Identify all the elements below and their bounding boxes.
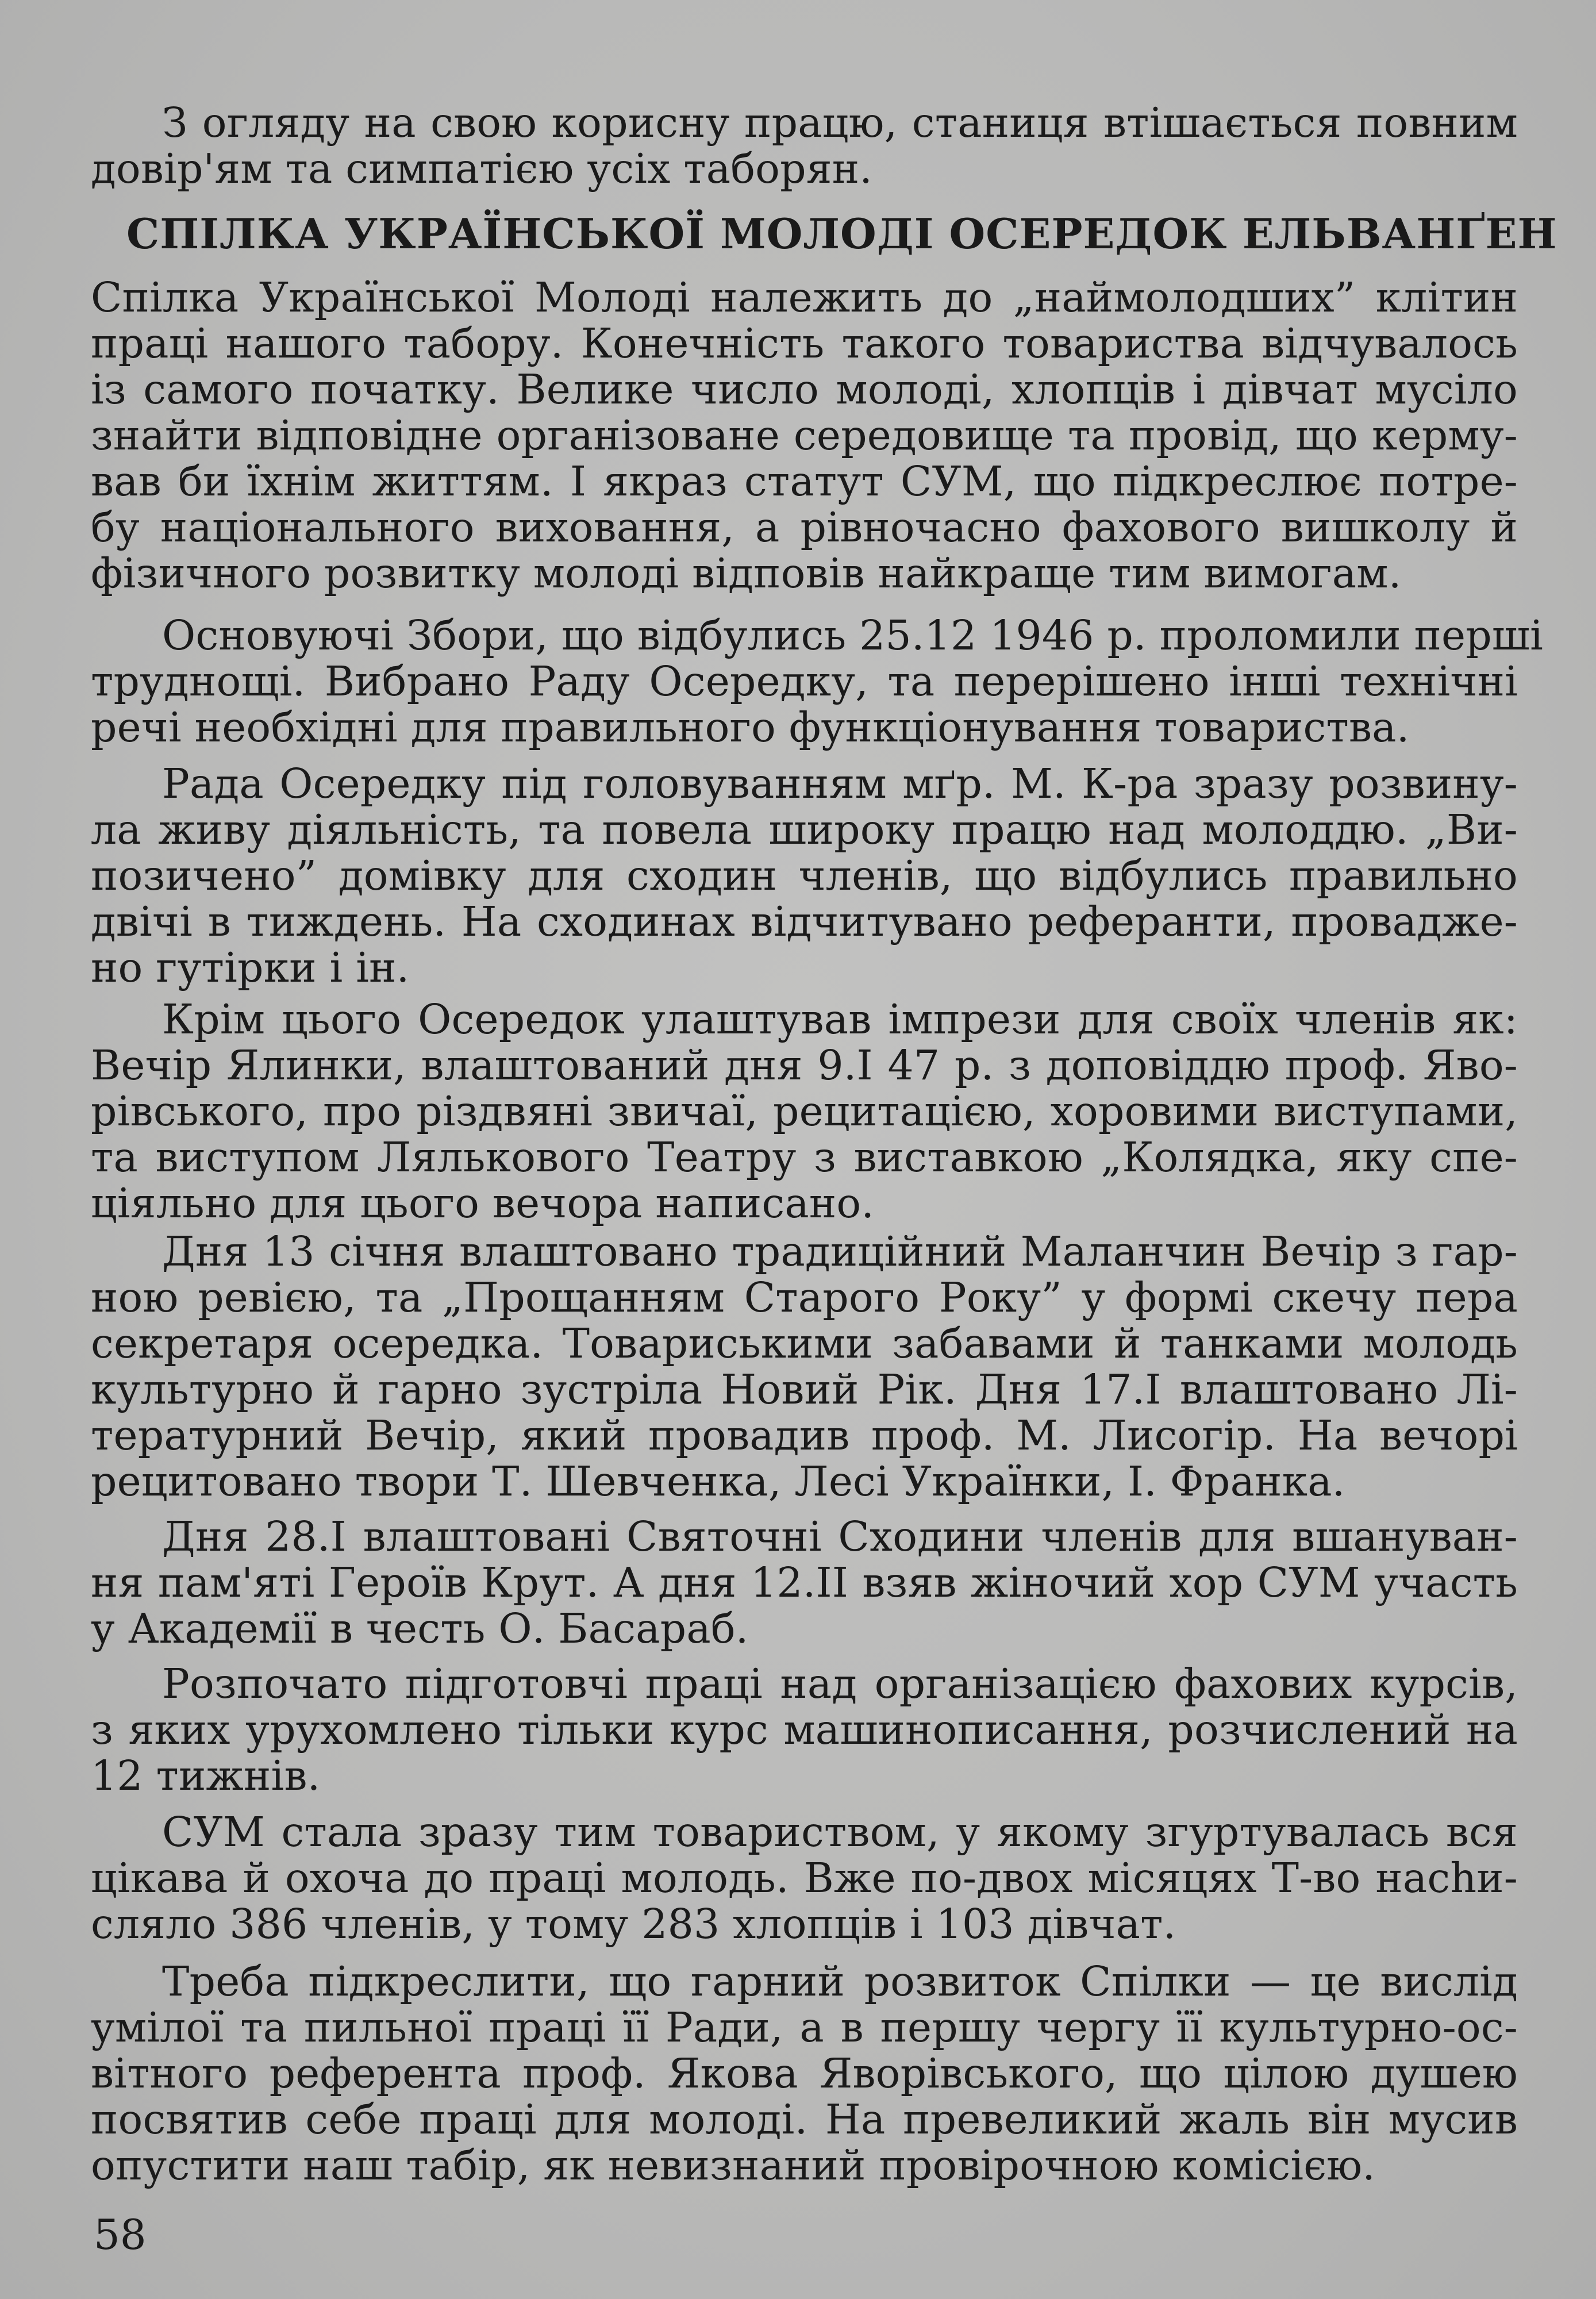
text-line: сляло 386 членів, у тому 283 хлопців і 103 дівчат.: [91, 1900, 1176, 1948]
text-line: труднощі. Вибрано Раду Осередку, та перерішено інші технічні: [91, 658, 1518, 705]
text-line: із самого початку. Велике число молоді, хлопців і дівчат мусіло: [91, 366, 1518, 413]
text-line: умілої та пильної праці її Ради, а в першу чергу її культурно-ос-: [91, 2004, 1518, 2051]
text-line: Дня 28.І влаштовані Святочні Сходини членів для вшануван-: [162, 1513, 1518, 1560]
text-line: но гутірки і ін.: [91, 944, 410, 991]
text-line: довір'ям та симпатією усіх таборян.: [91, 145, 873, 193]
text-line: 12 тижнів.: [91, 1752, 321, 1800]
text-line: З огляду на свою корисну працю, станиця втішається повним: [162, 99, 1518, 147]
text-line: ня пам'яті Героїв Крут. А дня 12.ІІ взяв жіночий хор СУМ участь: [91, 1559, 1518, 1606]
text-line: посвятив себе праці для молоді. На превеликий жаль він мусив: [91, 2096, 1518, 2143]
text-line: тературний Вечір, який провадив проф. М. Лисогір. На вечорі: [91, 1412, 1518, 1459]
text-line: СУМ стала зразу тим товариством, у якому згуртувалась вся: [162, 1808, 1518, 1856]
text-line: Крім цього Осередок улаштував імпрези для своїх членів як:: [162, 995, 1518, 1043]
text-line: Дня 13 січня влаштовано традиційний Маланчин Вечір з гар-: [162, 1228, 1518, 1275]
text-line: фізичного розвитку молоді відповів найкраще тим вимогам.: [91, 549, 1402, 597]
text-line: та виступом Лялькового Театру з виставкою „Колядка, яку спе-: [91, 1133, 1518, 1181]
text-line: Рада Осередку під головуванням мґр. М. К-ра зразу розвину-: [162, 760, 1518, 808]
text-line: бу національного виховання, а рівночасно фахового вишколу й: [91, 503, 1518, 551]
text-line: культурно й гарно зустріла Новий Рік. Дня 17.І влаштовано Лі-: [91, 1366, 1518, 1413]
text-line: праці нашого табору. Конечність такого товариства відчувалось: [91, 320, 1518, 367]
text-line: цікава й охоча до праці молодь. Вже по-двох місяцях Т-во нachи-: [91, 1854, 1518, 1902]
text-line: вітного референта проф. Якова Яворівського, що цілою душею: [91, 2050, 1518, 2097]
text-line: опустити наш табір, як невизнаний провірочною комісією.: [91, 2142, 1375, 2189]
text-line: Основуючі Збори, що відбулись 25.12 1946 р. проломили перші: [162, 612, 1543, 659]
text-line: з яких урухомлено тільки курс машинописання, розчислений на: [91, 1706, 1518, 1754]
text-line: у Академії в честь О. Басараб.: [91, 1605, 749, 1652]
text-line: ціяльно для цього вечора написано.: [91, 1179, 875, 1227]
text-line: вав би їхнім життям. І якраз статут СУМ, що підкреслює потре-: [91, 458, 1518, 505]
page-number: 58: [94, 2210, 147, 2259]
text-line: Розпочато підготовчі праці над організацією фахових курсів,: [162, 1660, 1518, 1708]
text-line: Спілка Української Молоді належить до „наймолодших” клітин: [91, 274, 1518, 321]
text-line: секретаря осередка. Товариськими забавами й танками молодь: [91, 1320, 1518, 1367]
text-line: ною ревією, та „Прощанням Старого Року” у формі скечу пера: [91, 1274, 1518, 1321]
text-line: ла живу діяльність, та повела широку працю над молоддю. „Ви-: [91, 806, 1518, 854]
section-heading: СПІЛКА УКРАЇНСЬКОЇ МОЛОДІ ОСЕРЕДОК ЕЛЬВАНҐЕН: [126, 209, 1557, 258]
text-line: позичено” домівку для сходин членів, що відбулись правильно: [91, 852, 1518, 899]
text-line: двічі в тиждень. На сходинах відчитувано реферанти, проваджe-: [91, 898, 1518, 945]
text-line: знайти відповідне організоване середовище та провід, що керму-: [91, 412, 1518, 459]
text-line: Вечір Ялинки, влаштований дня 9.І 47 р. з доповіддю проф. Яво-: [91, 1041, 1518, 1089]
text-line: рівського, про різдвяні звичаї, рецитацією, хоровими виступами,: [91, 1087, 1518, 1135]
text-line: Треба підкреслити, що гарний розвиток Спілки — це вислід: [162, 1958, 1518, 2005]
text-line: речі необхідні для правильного функціонування товариства.: [91, 703, 1410, 751]
text-line: рецитовано твори Т. Шевченка, Лесі Українки, І. Франка.: [91, 1458, 1345, 1505]
